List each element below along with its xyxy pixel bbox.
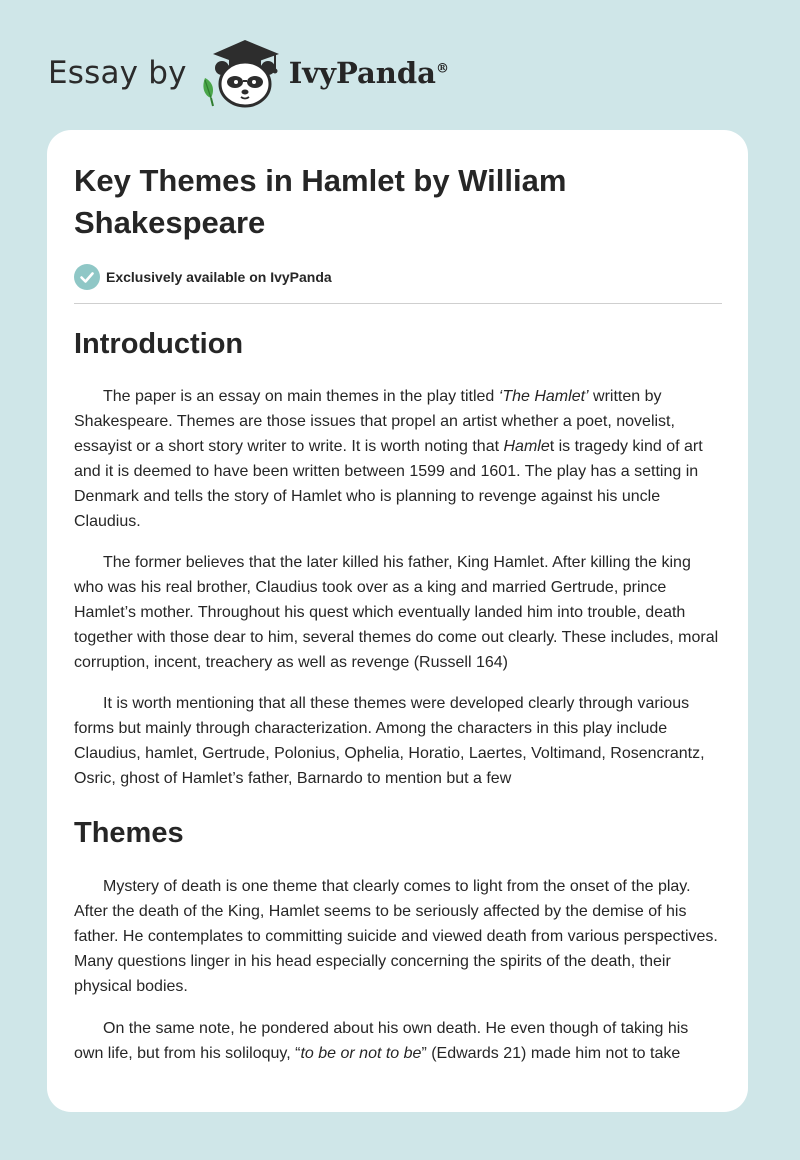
brand-name-text: IvyPanda xyxy=(288,56,436,90)
article-title: Key Themes in Hamlet by William Shakespeare xyxy=(74,163,567,240)
paragraph: It is worth mentioning that all these themes were developed clearly through various forms but mainly through characterization. Among the characters in this play include Claudius, hamlet, Gertrude, Polonius, Ophelia, Horatio, Laertes, Voltimand, Rosencrantz, Osric, ghost of Hamlet’s father, Barnardo to mention but a few xyxy=(74,695,705,787)
section-heading-themes: Themes xyxy=(74,817,184,849)
paragraph: The former believes that the later killed his father, King Hamlet. After killing the king who was his real brother, Claudius took over as a king and married Gertrude, prince Hamlet’s mother. Throughout his quest which eventually landed him into trouble, death together with those dear to him, several themes do come out clearly. These includes, moral corruption, incent, treachery as well as revenge (Russell 164) xyxy=(74,554,719,671)
exclusive-badge xyxy=(74,264,332,290)
text-run: On the same note, he pondered about his own death. He even though of taking his own life, but from his soliloquy, “ xyxy=(74,1020,689,1062)
section-heading-introduction: Introduction xyxy=(74,328,244,360)
essay-by-label: Essay by xyxy=(48,55,187,91)
paragraph xyxy=(74,1016,722,1066)
panda-logo-icon xyxy=(199,36,285,110)
exclusive-label: Exclusively available on IvyPanda xyxy=(106,269,332,285)
brand-name xyxy=(289,56,449,90)
text-run: t is tragedy kind of art and it is deemed to have been written between 1599 and 1601. The play has a setting in Denmark and tells the story of Hamlet who is planning to revenge against his uncle Claudius. xyxy=(74,438,703,530)
paragraph xyxy=(74,384,722,534)
italic-quote: to be or not to be xyxy=(300,1045,422,1062)
article-card xyxy=(47,130,748,1112)
text-run: written by Shakespeare. Themes are those issues that propel an artist whether a poet, novelist, essayist or a short story writer to write. It is worth noting that xyxy=(74,388,675,455)
site-header xyxy=(48,36,449,110)
title-divider xyxy=(74,303,722,304)
paragraph: Mystery of death is one theme that clearly comes to light from the onset of the play. After the death of the King, Hamlet seems to be seriously affected by the demise of his father. He contemplates to committing suicide and viewed death from various perspectives. Many questions linger in his head especially concerning the spirits of the death, their physical bodies. xyxy=(74,878,718,995)
italic-title: Hamle xyxy=(503,438,550,455)
italic-title: ‘The Hamlet’ xyxy=(498,388,589,405)
text-run: The paper is an essay on main themes in the play titled xyxy=(103,388,499,405)
text-run: ” (Edwards 21) made him not to take xyxy=(421,1045,681,1062)
article-body xyxy=(74,320,722,1066)
registered-mark: ® xyxy=(435,61,449,77)
check-circle-icon xyxy=(74,264,100,290)
